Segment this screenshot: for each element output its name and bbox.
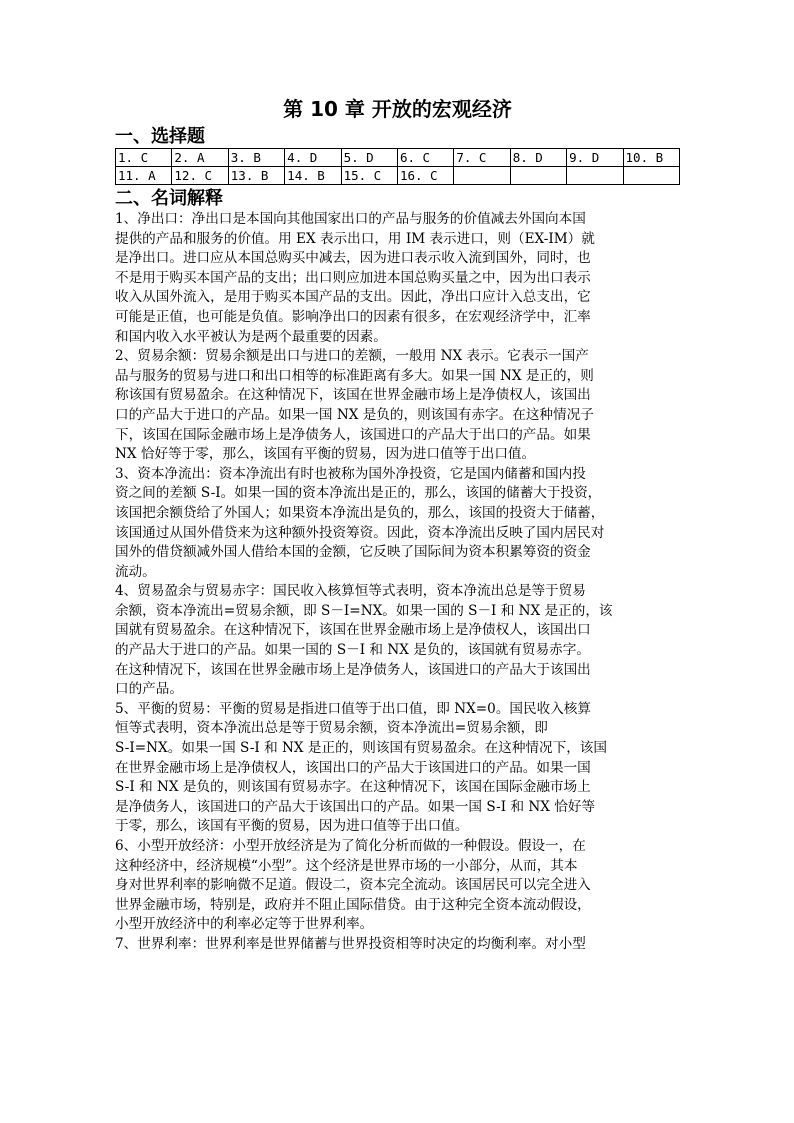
answer-cell xyxy=(623,167,679,185)
paragraph-line: 流动。 xyxy=(115,563,156,580)
answer-cell: 9. D xyxy=(567,149,623,167)
term-paragraph xyxy=(115,210,680,347)
answer-cell: 8. D xyxy=(510,149,566,167)
term-paragraph xyxy=(115,700,680,837)
answer-cell: 5. D xyxy=(341,149,397,167)
paragraph-line: 1、净出口：净出口是本国向其他国家出口的产品与服务的价值减去外国向本国 xyxy=(115,211,586,227)
paragraph-line: 2、贸易余额：贸易余额是出口与进口的差额，一般用 NX 表示。它表示一国产 xyxy=(115,348,589,365)
paragraph-line: 资之间的差额 S-I。如果一国的资本净流出是正的，那么，该国的储蓄大于投资， xyxy=(115,485,602,502)
paragraph-line: 在世界金融市场上是净债权人，该国出口的产品大于该国进口的产品。如果一国 xyxy=(115,759,591,776)
paragraph-line: 于零，那么，该国有平衡的贸易，因为进口值等于出口值。 xyxy=(115,818,469,835)
paragraph-line: 可能是正值，也可能是负值。影响净出口的因素有很多，在宏观经济学中，汇率 xyxy=(115,308,591,325)
paragraph-line: 的产品大于进口的产品。如果一国的 S－I 和 NX 是负的，该国就有贸易赤字。 xyxy=(115,642,590,659)
paragraph-line: 下，该国在国际金融市场上是净债务人，该国进口的产品大于出口的产品。如果 xyxy=(115,426,591,443)
paragraph-line: 身对世界利率的影响微不足道。假设二，资本完全流动。该国居民可以完全进入 xyxy=(115,877,591,894)
answer-cell: 6. C xyxy=(397,149,453,167)
answer-table xyxy=(115,148,680,185)
answer-cell: 4. D xyxy=(285,149,341,167)
paragraph-line: 称该国有贸易盈余。在这种情况下，该国在世界金融市场上是净债权人，该国出 xyxy=(115,387,591,404)
answer-cell: 12. C xyxy=(172,167,228,185)
paragraph-line: 口的产品。 xyxy=(115,681,183,698)
answer-cell: 11. A xyxy=(116,167,172,185)
paragraph-line: 不是用于购买本国产品的支出；出口则应加进本国总购买量之中，因为出口表示 xyxy=(115,269,591,286)
paragraph-line: 余额，资本净流出=贸易余额，即 S－I=NX。如果一国的 S－I 和 NX 是正的，该 xyxy=(115,602,613,619)
paragraph-line: 收入从国外流入，是用于购买本国产品的支出。因此，净出口应计入总支出，它 xyxy=(115,289,591,306)
paragraph-line: 是净债务人，该国进口的产品大于该国出口的产品。如果一国 S-I 和 NX 恰好等 xyxy=(115,798,596,815)
answer-cell xyxy=(454,167,510,185)
chapter-title: 第 10 章 开放的宏观经济 xyxy=(283,97,512,121)
answer-cell: 10. B xyxy=(623,149,679,167)
paragraph-line: 和国内收入水平被认为是两个最重要的因素。 xyxy=(115,328,387,345)
paragraph-line: 该国通过从国外借贷来为这种额外投资筹资。因此，资本净流出反映了国内居民对 xyxy=(115,524,605,541)
paragraph-line: 品与服务的贸易与进口和出口相等的标准距离有多大。如果一国 NX 是正的，则 xyxy=(115,367,594,384)
term-paragraph xyxy=(115,837,680,935)
answer-row xyxy=(116,167,680,185)
answer-cell xyxy=(567,167,623,185)
paragraph-line: 世界金融市场，特别是，政府并不阻止国际借贷。由于这种完全资本流动假设， xyxy=(115,896,591,913)
document-page xyxy=(115,96,680,955)
answer-cell: 14. B xyxy=(285,167,341,185)
term-paragraph xyxy=(115,465,680,583)
paragraph-line: 7、世界利率：世界利率是世界储蓄与世界投资相等时决定的均衡利率。对小型 xyxy=(115,935,586,952)
answer-cell: 13. B xyxy=(228,167,284,185)
paragraph-line: 3、资本净流出：资本净流出有时也被称为国外净投资，它是国内储蓄和国内投 xyxy=(115,465,586,482)
paragraph-line: 提供的产品和服务的价值。用 EX 表示出口，用 IM 表示进口，则（EX-IM）就 xyxy=(115,230,595,247)
term-paragraph xyxy=(115,582,680,700)
paragraph-line: 6、小型开放经济：小型开放经济是为了简化分析而做的一种假设。假设一，在 xyxy=(115,838,586,854)
answer-cell xyxy=(510,167,566,185)
paragraph-line: 这种经济中，经济规模“小型”。这个经济是世界市场的一小部分，从而，其本 xyxy=(115,857,578,874)
term-definitions xyxy=(115,210,680,955)
answer-cell: 15. C xyxy=(341,167,397,185)
section-heading-choice: 一、选择题 xyxy=(115,126,205,147)
paragraph-line: S-I 和 NX 是负的，则该国有贸易赤字。在这种情况下，该国在国际金融市场上 xyxy=(115,779,591,796)
paragraph-line: 是净出口。进口应从本国总购买中减去，因为进口表示收入流到国外，同时，也 xyxy=(115,250,591,267)
paragraph-line: NX 恰好等于零，那么，该国有平衡的贸易，因为进口值等于出口值。 xyxy=(115,446,536,463)
section-heading-terms: 二、名词解释 xyxy=(115,188,223,209)
answer-cell: 16. C xyxy=(397,167,453,185)
paragraph-line: 国就有贸易盈余。在这种情况下，该国在世界金融市场上是净债权人，该国出口 xyxy=(115,622,591,639)
term-paragraph xyxy=(115,935,680,955)
paragraph-line: S-I=NX。如果一国 S-I 和 NX 是正的，则该国有贸易盈余。在这种情况下，该国 xyxy=(115,740,607,757)
paragraph-line: 国外的借贷额减外国人借给本国的金额，它反映了国际间为资本积累筹资的资金 xyxy=(115,544,591,561)
answer-cell: 3. B xyxy=(228,149,284,167)
term-paragraph xyxy=(115,347,680,465)
answer-cell: 7. C xyxy=(454,149,510,167)
answer-cell: 1. C xyxy=(116,149,172,167)
paragraph-line: 口的产品大于进口的产品。如果一国 NX 是负的，则该国有赤字。在这种情况子 xyxy=(115,406,594,423)
paragraph-line: 在这种情况下，该国在世界金融市场上是净债务人，该国进口的产品大于该国出 xyxy=(115,661,591,678)
paragraph-line: 恒等式表明，资本净流出总是等于贸易余额，资本净流出=贸易余额，即 xyxy=(115,720,548,737)
paragraph-line: 小型开放经济中的利率必定等于世界利率。 xyxy=(115,916,374,933)
answer-cell: 2. A xyxy=(172,149,228,167)
paragraph-line: 5、平衡的贸易：平衡的贸易是指进口值等于出口值，即 NX=0。国民收入核算 xyxy=(115,700,591,717)
answer-row xyxy=(116,149,680,167)
paragraph-line: 4、贸易盈余与贸易赤字：国民收入核算恒等式表明，资本净流出总是等于贸易 xyxy=(115,583,586,600)
paragraph-line: 该国把余额贷给了外国人；如果资本净流出是负的，那么，该国的投资大于储蓄， xyxy=(115,504,605,521)
